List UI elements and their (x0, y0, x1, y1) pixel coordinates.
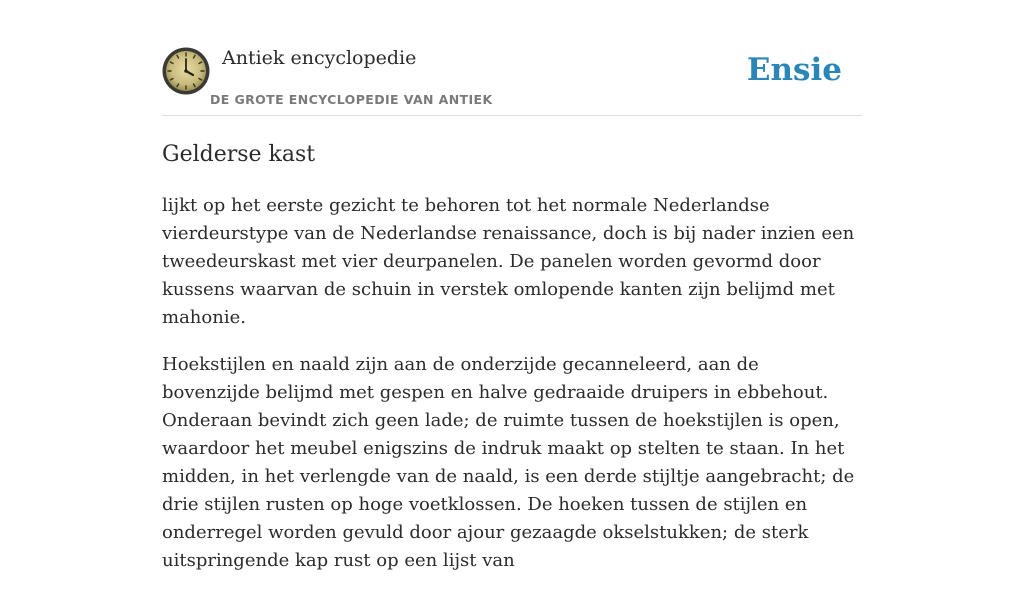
page (162, 0, 862, 571)
page-title: Gelderse kast (162, 142, 316, 167)
entry-body (162, 192, 862, 594)
site-header (162, 0, 862, 116)
site-title[interactable]: Antiek encyclopedie (222, 47, 417, 69)
paragraph: lijkt op het eerste gezicht te behoren tot het normale Nederlandse vierdeurstype van de Nederlandse renaissance, doch is bij nader inzien een tweedeurskast met vier deurpanelen. De panelen worden gevormd door kussens waarvan de schuin in verstek omlopende kanten zijn belijmd met mahonie. (162, 195, 855, 328)
paragraph: Hoekstijlen en naald zijn aan de onderzijde gecanneleerd, aan de bovenzijde belijmd met gespen en halve gedraaide druipers in ebbehout. Onderaan bevindt zich geen lade; de ruimte tussen de hoekstijlen is open, waardoor het meubel enigszins de indruk maakt op stelten te staan. In het midden, in het verlengde van de naald, is een derde stijltje aangebracht; de drie stijlen rusten op hoge voetklossen. De hoeken tussen de stijlen en onderregel worden gevuld door ajour gezaagde okselstukken; de sterk uitspringende kap rust op een lijst van (162, 354, 855, 571)
brand-logo[interactable]: Ensie (746, 52, 842, 88)
clock-icon[interactable] (162, 47, 210, 95)
site-subtitle: DE GROTE ENCYCLOPEDIE VAN ANTIEK (210, 92, 493, 107)
